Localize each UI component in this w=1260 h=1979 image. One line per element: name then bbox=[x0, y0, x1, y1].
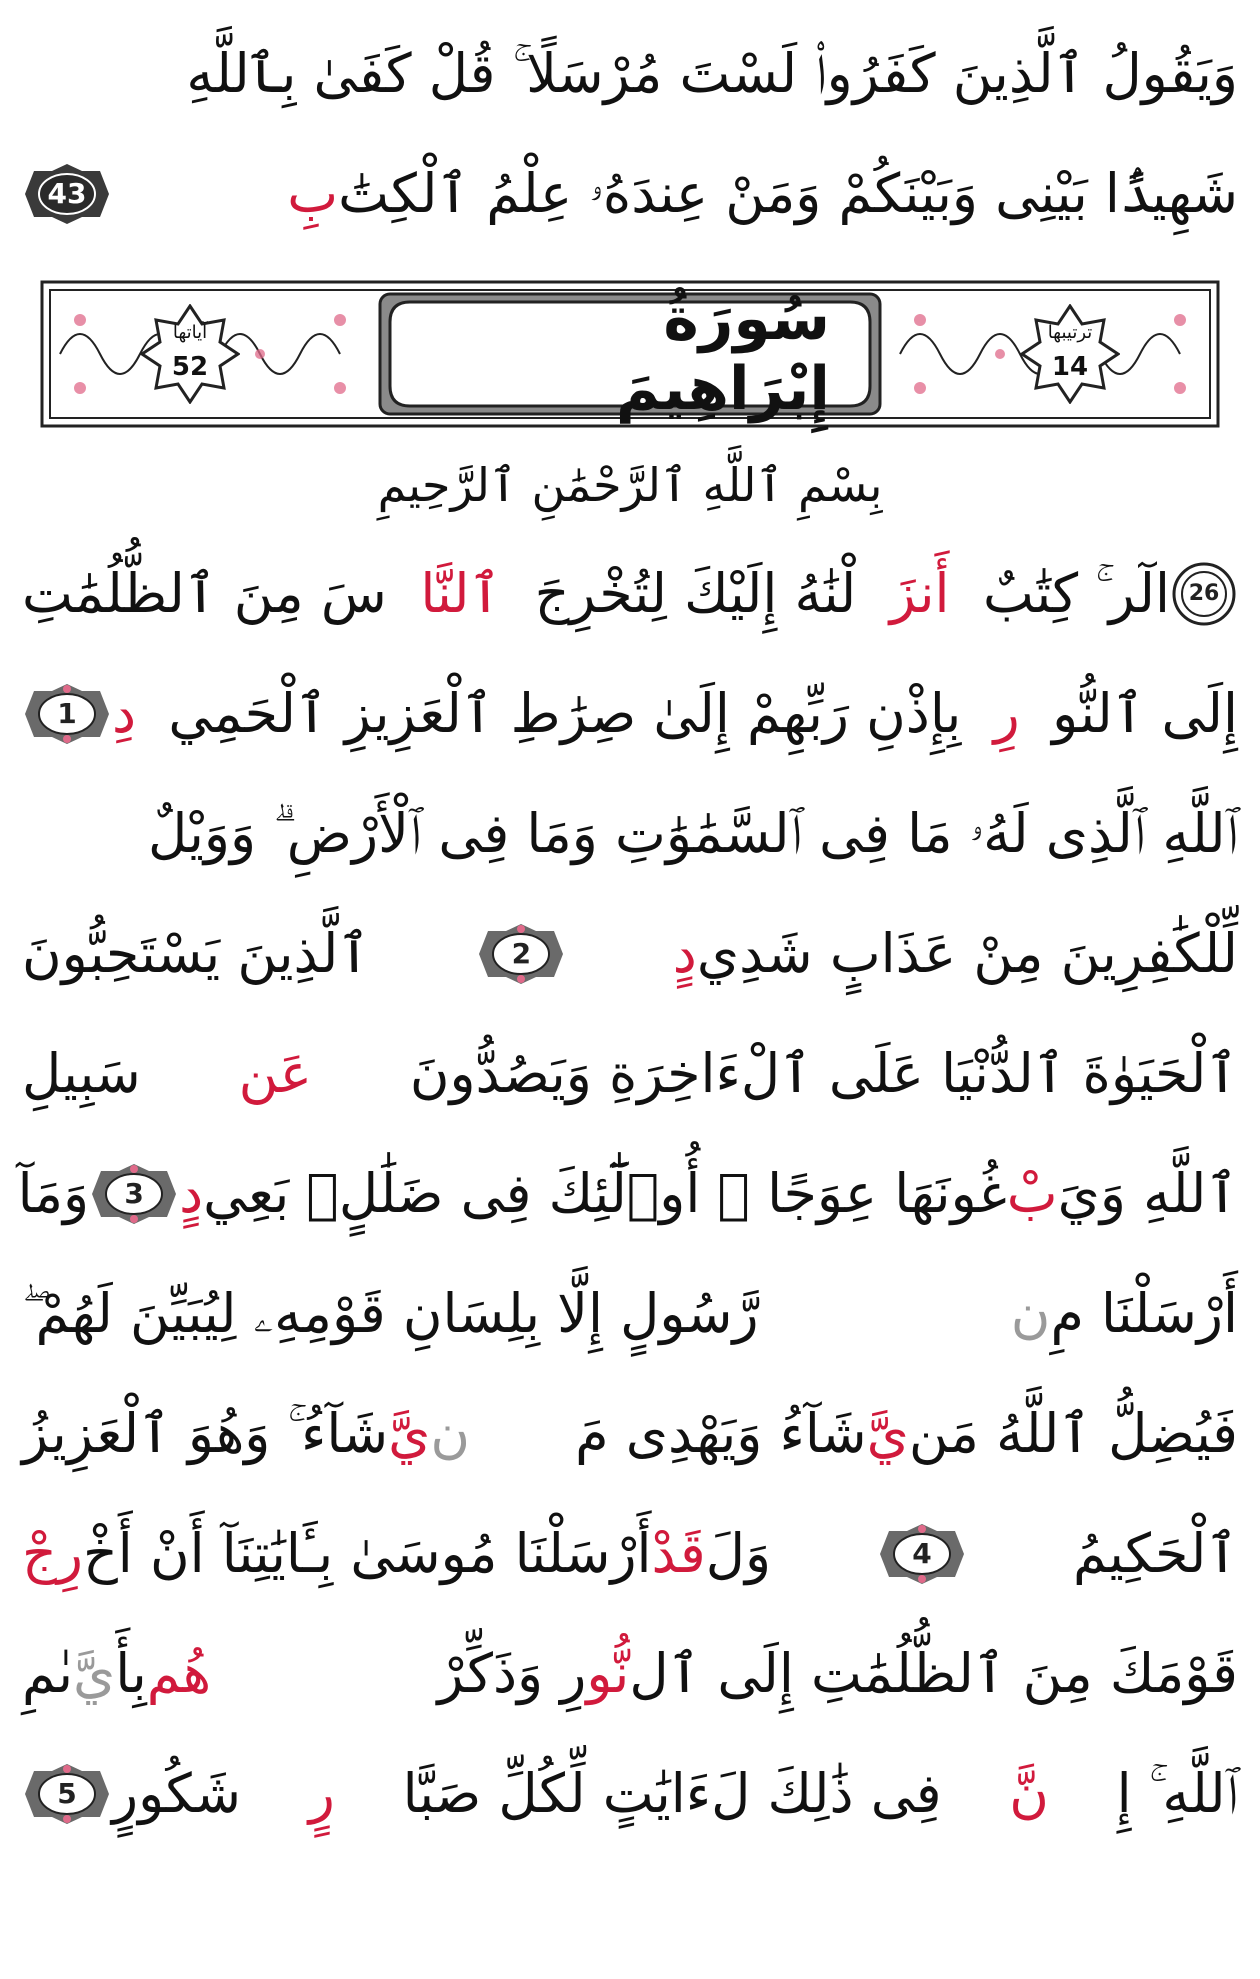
line-text: أَرْسَلْنَا مُوسَىٰ بِـَٔايَٰتِنَآ أَنْ أَخْ bbox=[82, 1522, 652, 1585]
text-line-10 bbox=[22, 1614, 1238, 1734]
line-text: وَلَ bbox=[705, 1522, 772, 1585]
ayah-number-marker bbox=[476, 921, 566, 987]
line-text: بِأَ bbox=[115, 1642, 147, 1705]
line-text: ٱلْحَيَوٰةَ ٱلدُّنْيَا عَلَى ٱلْءَاخِرَةِ وَيَصُدُّونَ bbox=[409, 1042, 1238, 1105]
ayah-number-marker bbox=[89, 1161, 179, 1227]
text-line-1 bbox=[22, 534, 1238, 654]
line-text-red: رِجْ bbox=[22, 1522, 83, 1585]
line-text: غُونَهَا عِوَجًا ۚ أُو۟لَٰٓئِكَ فِى ضَلَٰلٍۭ بَعِي bbox=[203, 1162, 1007, 1225]
ayah-number-marker bbox=[22, 1761, 112, 1827]
text-line-2 bbox=[22, 654, 1238, 774]
line-text-red: دٍ bbox=[179, 1162, 204, 1225]
line-text-red: دٍ bbox=[672, 922, 697, 985]
line-text: شَكُورٍ bbox=[112, 1762, 242, 1825]
ayah-number: 5 bbox=[57, 1777, 77, 1810]
ayah-number: 3 bbox=[124, 1177, 144, 1210]
surah-verses-badge bbox=[140, 304, 240, 404]
line-text: لْنَٰهُ إِلَيْكَ لِتُخْرِجَ bbox=[534, 562, 857, 625]
ayah-number-marker bbox=[877, 1521, 967, 1587]
ayah-number: 4 bbox=[912, 1537, 932, 1570]
line-text: ٱلْحَكِيمُ bbox=[1072, 1522, 1238, 1585]
line-text: قَوْمَكَ مِنَ ٱلظُّلُمَٰتِ إِلَى ٱل bbox=[629, 1642, 1238, 1705]
line-text: ٱللَّهِ وَيَ bbox=[1057, 1162, 1238, 1225]
line-text-red: ٱلنَّا bbox=[420, 562, 502, 625]
line-text: ىٰمِ bbox=[22, 1642, 73, 1705]
line-text-red: نُّو bbox=[586, 1642, 630, 1705]
line-text-red: أَنزَ bbox=[889, 562, 950, 625]
text-line-4 bbox=[22, 894, 1238, 1014]
text-line-8 bbox=[22, 1374, 1238, 1494]
line-text: رِ وَذَكِّرْ bbox=[437, 1642, 587, 1705]
line-text-red: قَدْ bbox=[651, 1522, 706, 1585]
line-text: ٱللَّهِ ۚ إِ bbox=[1116, 1762, 1238, 1825]
juz-number: 26 bbox=[1188, 581, 1220, 606]
line-text-red: يَّ bbox=[388, 1402, 431, 1465]
ayah-number: 2 bbox=[511, 937, 532, 970]
surah-header bbox=[40, 280, 1220, 428]
text-line-11 bbox=[22, 1734, 1238, 1854]
ayah-number-marker bbox=[22, 681, 112, 747]
surah-order-badge bbox=[1020, 304, 1120, 404]
line-text-red: يَّ bbox=[866, 1402, 909, 1465]
line-text: ٱلَّذِينَ يَسْتَحِبُّونَ bbox=[22, 922, 370, 985]
text-line-5 bbox=[22, 1014, 1238, 1134]
line-text: إِلَى ٱلنُّو bbox=[1052, 682, 1238, 745]
line-text: وَمَآ bbox=[17, 1162, 90, 1225]
ayah-number-marker bbox=[22, 161, 112, 227]
line-text: رَّسُولٍ إِلَّا بِلِسَانِ قَوْمِهِۦ لِيُبَيِّنَ لَهُمْ ۖ bbox=[22, 1282, 759, 1345]
line-text-grey: ن bbox=[1010, 1282, 1051, 1345]
line-text: أَرْسَلْنَا مِ bbox=[1050, 1282, 1238, 1345]
line-text: سَبِيلِ bbox=[22, 1042, 141, 1105]
ayah-number: 1 bbox=[57, 697, 77, 730]
line-text: شَآءُ ۚ وَهُوَ ٱلْعَزِيزُ bbox=[22, 1402, 389, 1465]
line-text: لِّلْكَٰفِرِينَ مِنْ عَذَابٍ شَدِي bbox=[696, 922, 1238, 985]
line-text-red: رِ bbox=[993, 682, 1020, 745]
line-text: بِإِذْنِ رَبِّهِمْ إِلَىٰ صِرَٰطِ ٱلْعَزِيزِ ٱلْحَمِي bbox=[168, 682, 962, 745]
line-text: فِى ذَٰلِكَ لَءَايَٰتٍ لِّكُلِّ صَبَّا bbox=[402, 1762, 942, 1825]
line-text-red: عَن bbox=[238, 1042, 312, 1105]
text-line-9 bbox=[22, 1494, 1238, 1614]
line-text: شَهِيدًۢا بَيْنِى وَبَيْنَكُمْ وَمَنْ عِندَهُۥ عِلْمُ ٱلْكِتَٰ bbox=[338, 162, 1238, 225]
line-text: الٓر ۚ كِتَٰبٌ bbox=[983, 562, 1170, 625]
basmala: بِسْمِ ٱللَّهِ ٱلرَّحْمَٰنِ ٱلرَّحِيمِ bbox=[377, 458, 883, 512]
line-text-red: هُم bbox=[146, 1642, 212, 1705]
line-text: وَيَقُولُ ٱلَّذِينَ كَفَرُوا۟ لَسْتَ مُرْسَلًا ۚ قُلْ كَفَىٰ بِٱللَّهِ bbox=[186, 42, 1238, 105]
line-text: سَ مِنَ ٱلظُّلُمَٰتِ bbox=[22, 562, 387, 625]
line-text: شَآءُ وَيَهْدِى مَ bbox=[575, 1402, 867, 1465]
text-line-top-1 bbox=[22, 14, 1238, 134]
surah-order-value: 14 bbox=[1051, 352, 1089, 382]
surah-title: سُورَةُ إِبْرَاهِيمَ bbox=[615, 284, 830, 424]
line-text-red: بِ bbox=[287, 162, 339, 225]
line-text-grey: يَّ bbox=[72, 1642, 116, 1705]
text-line-top-2 bbox=[22, 134, 1238, 254]
surah-order-label: ترتيبها bbox=[1047, 322, 1093, 343]
text-line-6 bbox=[17, 1134, 1238, 1254]
line-text: ٱللَّهِ ٱلَّذِى لَهُۥ مَا فِى ٱلسَّمَٰوَٰتِ وَمَا فِى ٱلْأَرْضِ ۗ وَوَيْلٌ bbox=[148, 802, 1238, 865]
surah-verses-label: آياتها bbox=[172, 322, 208, 343]
line-text-red: بْ bbox=[1006, 1162, 1058, 1225]
line-text-red: نَّ bbox=[1009, 1762, 1049, 1825]
text-line-3 bbox=[22, 774, 1238, 894]
text-line-7 bbox=[22, 1254, 1238, 1374]
line-text: فَيُضِلُّ ٱللَّهُ مَن bbox=[908, 1402, 1238, 1465]
ayah-number: 43 bbox=[47, 177, 87, 210]
line-text-grey: ن bbox=[430, 1402, 471, 1465]
line-text-red: رٍ bbox=[308, 1762, 335, 1825]
line-text-red: دِ bbox=[112, 682, 137, 745]
surah-verses-value: 52 bbox=[171, 352, 209, 382]
juz-marker bbox=[1170, 560, 1238, 628]
